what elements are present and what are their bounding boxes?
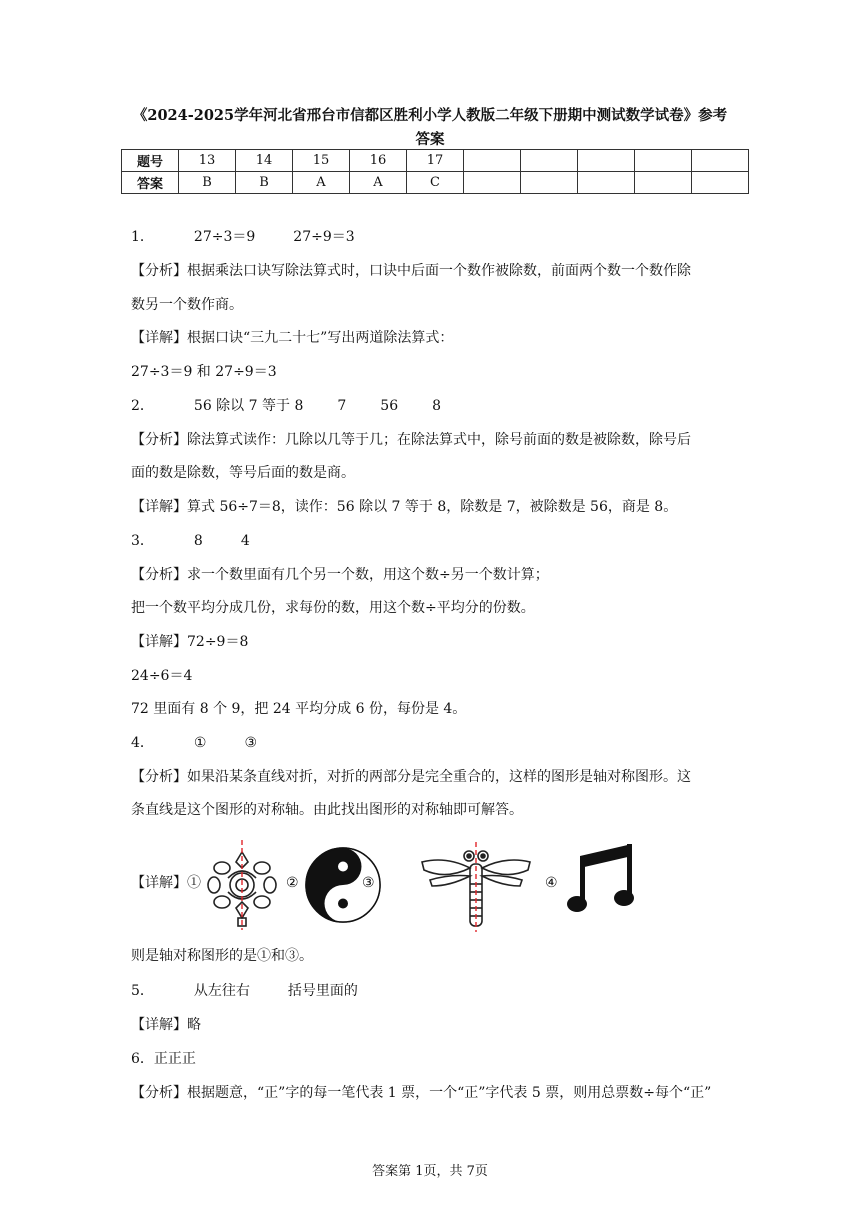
q3-detail-line-3: 72 里面有 8 个 9，把 24 平均分成 6 份，每份是 4。 (131, 701, 467, 717)
page-footer: 答案第 1页，共 7页 (372, 1164, 488, 1179)
q3-analysis-line-2: 把一个数平均分成几份，求每份的数，用这个数÷平均分的份数。 (131, 600, 535, 616)
q3-analysis-text: 求一个数里面有几个另一个数，用这个数÷另一个数计算； (187, 567, 549, 583)
table-cell (521, 150, 578, 172)
table-cell: C (407, 172, 464, 194)
q1-detail-line (131, 328, 453, 348)
q1-answer-2: 27÷9＝3 (293, 229, 355, 245)
table-cell: 16 (350, 150, 407, 172)
q4-conclusion: 则是轴对称图形的是①和③。 (131, 948, 313, 964)
q3-answer-1: 8 (193, 533, 203, 549)
answer-table (121, 149, 749, 194)
analysis-tag: 【分析】 (131, 567, 187, 583)
q1-detail-text: 根据口诀“三九二十七”写出两道除法算式： (187, 330, 454, 346)
table-cell (521, 172, 578, 194)
q2-analysis-text: 除法算式读作：几除以几等于几；在除法算式中，除号前面的数是被除数，除号后 (187, 432, 691, 448)
q6-analysis-text: 根据题意，“正”字的每一笔代表 1 票，一个“正”字代表 5 票，则用总票数÷每个“正” (187, 1085, 712, 1101)
table-cell (635, 172, 692, 194)
q1-analysis-line-2: 数另一个数作商。 (131, 297, 243, 313)
table-cell: B (236, 172, 293, 194)
analysis-tag: 【分析】 (131, 1085, 187, 1101)
table-cell: 15 (293, 150, 350, 172)
q3-answer-line (131, 531, 250, 551)
detail-tag: 【详解】 (131, 1017, 187, 1033)
q1-answer-line (131, 227, 355, 247)
table-cell: A (293, 172, 350, 194)
q1-detail-line-2: 27÷3＝9 和 27÷9＝3 (131, 364, 277, 380)
q6-answer-line (131, 1049, 196, 1069)
q6-number: 6． (131, 1051, 154, 1067)
title-line-1: 《2024-2025学年河北省邢台市信都区胜利小学人教版二年级下册期中测试数学试卷》参考 (132, 107, 728, 124)
q3-detail-line-2: 24÷6＝4 (131, 668, 193, 684)
ornament-figure (204, 838, 280, 932)
analysis-tag: 【分析】 (131, 769, 187, 785)
answer-table-answer-row (122, 172, 749, 194)
q3-analysis-line (131, 565, 549, 585)
q2-answer-4: 8 (432, 398, 442, 414)
q4-answer-line (131, 733, 257, 753)
q2-answer-1: 56 除以 7 等于 8 (193, 398, 304, 414)
q2-answer-2: 7 (337, 398, 347, 414)
q4-analysis-text: 如果沿某条直线对折，对折的两部分是完全重合的，这样的图形是轴对称图形。这 (187, 769, 691, 785)
detail-tag: 【详解】 (131, 499, 187, 515)
title-line-2: 答案 (415, 131, 445, 148)
answer-table-number-row (122, 150, 749, 172)
q4-analysis-line-2: 条直线是这个图形的对称轴。由此找出图形的对称轴即可解答。 (131, 802, 523, 818)
table-cell: 14 (236, 150, 293, 172)
q6-analysis-line (131, 1083, 711, 1103)
q4-answer-1: ① (193, 735, 207, 751)
music-note-figure (566, 842, 638, 916)
q5-answer-2: 括号里面的 (287, 983, 358, 999)
document-title (110, 104, 750, 152)
number-header: 题号 (122, 150, 179, 172)
q1-analysis-line (131, 261, 691, 281)
q3-detail-line (131, 632, 248, 652)
q1-number: 1． (131, 229, 154, 245)
q5-answer-line (131, 981, 358, 1001)
figure-label-3: ③ (362, 875, 375, 891)
figure-label-4: ④ (545, 875, 558, 891)
detail-tag: 【详解】 (131, 875, 187, 891)
q2-answer-line (131, 396, 441, 416)
q4-answer-2: ③ (244, 735, 258, 751)
table-cell: B (179, 172, 236, 194)
q2-answer-3: 56 (380, 398, 399, 414)
answer-header: 答案 (122, 172, 179, 194)
q2-analysis-line (131, 430, 691, 450)
detail-tag: 【详解】 (131, 330, 187, 346)
table-cell (578, 172, 635, 194)
q4-analysis-line (131, 767, 691, 787)
figure-label-1: ① (187, 875, 201, 891)
q2-detail-text: 算式 56÷7＝8，读作：56 除以 7 等于 8，除数是 7，被除数是 56，商是 8。 (187, 499, 678, 515)
dragonfly-figure (420, 840, 532, 932)
q1-answer-1: 27÷3＝9 (193, 229, 256, 245)
q1-analysis-text: 根据乘法口诀写除法算式时，口诀中后面一个数作被除数，前面两个数一个数作除 (187, 263, 691, 279)
q4-detail-line (131, 873, 201, 893)
q5-detail-line (131, 1015, 201, 1035)
table-cell (692, 150, 749, 172)
table-cell (464, 172, 521, 194)
q3-answer-2: 4 (240, 533, 250, 549)
q6-answer-1: 正正正 (153, 1051, 196, 1067)
table-cell (692, 172, 749, 194)
table-cell (578, 150, 635, 172)
q2-detail-line (131, 497, 677, 517)
q3-detail-text: 72÷9＝8 (187, 634, 249, 650)
q5-detail-text: 略 (187, 1017, 201, 1033)
analysis-tag: 【分析】 (131, 432, 187, 448)
table-cell: 13 (179, 150, 236, 172)
table-cell: 17 (407, 150, 464, 172)
q4-number: 4． (131, 735, 154, 751)
q2-number: 2． (131, 398, 154, 414)
table-cell (635, 150, 692, 172)
q5-number: 5． (131, 983, 154, 999)
q3-number: 3． (131, 533, 154, 549)
detail-tag: 【详解】 (131, 634, 187, 650)
figure-label-2: ② (286, 875, 299, 891)
table-cell (464, 150, 521, 172)
q5-answer-1: 从左往右 (193, 983, 250, 999)
q2-analysis-line-2: 面的数是除数，等号后面的数是商。 (131, 465, 355, 481)
analysis-tag: 【分析】 (131, 263, 187, 279)
table-cell: A (350, 172, 407, 194)
